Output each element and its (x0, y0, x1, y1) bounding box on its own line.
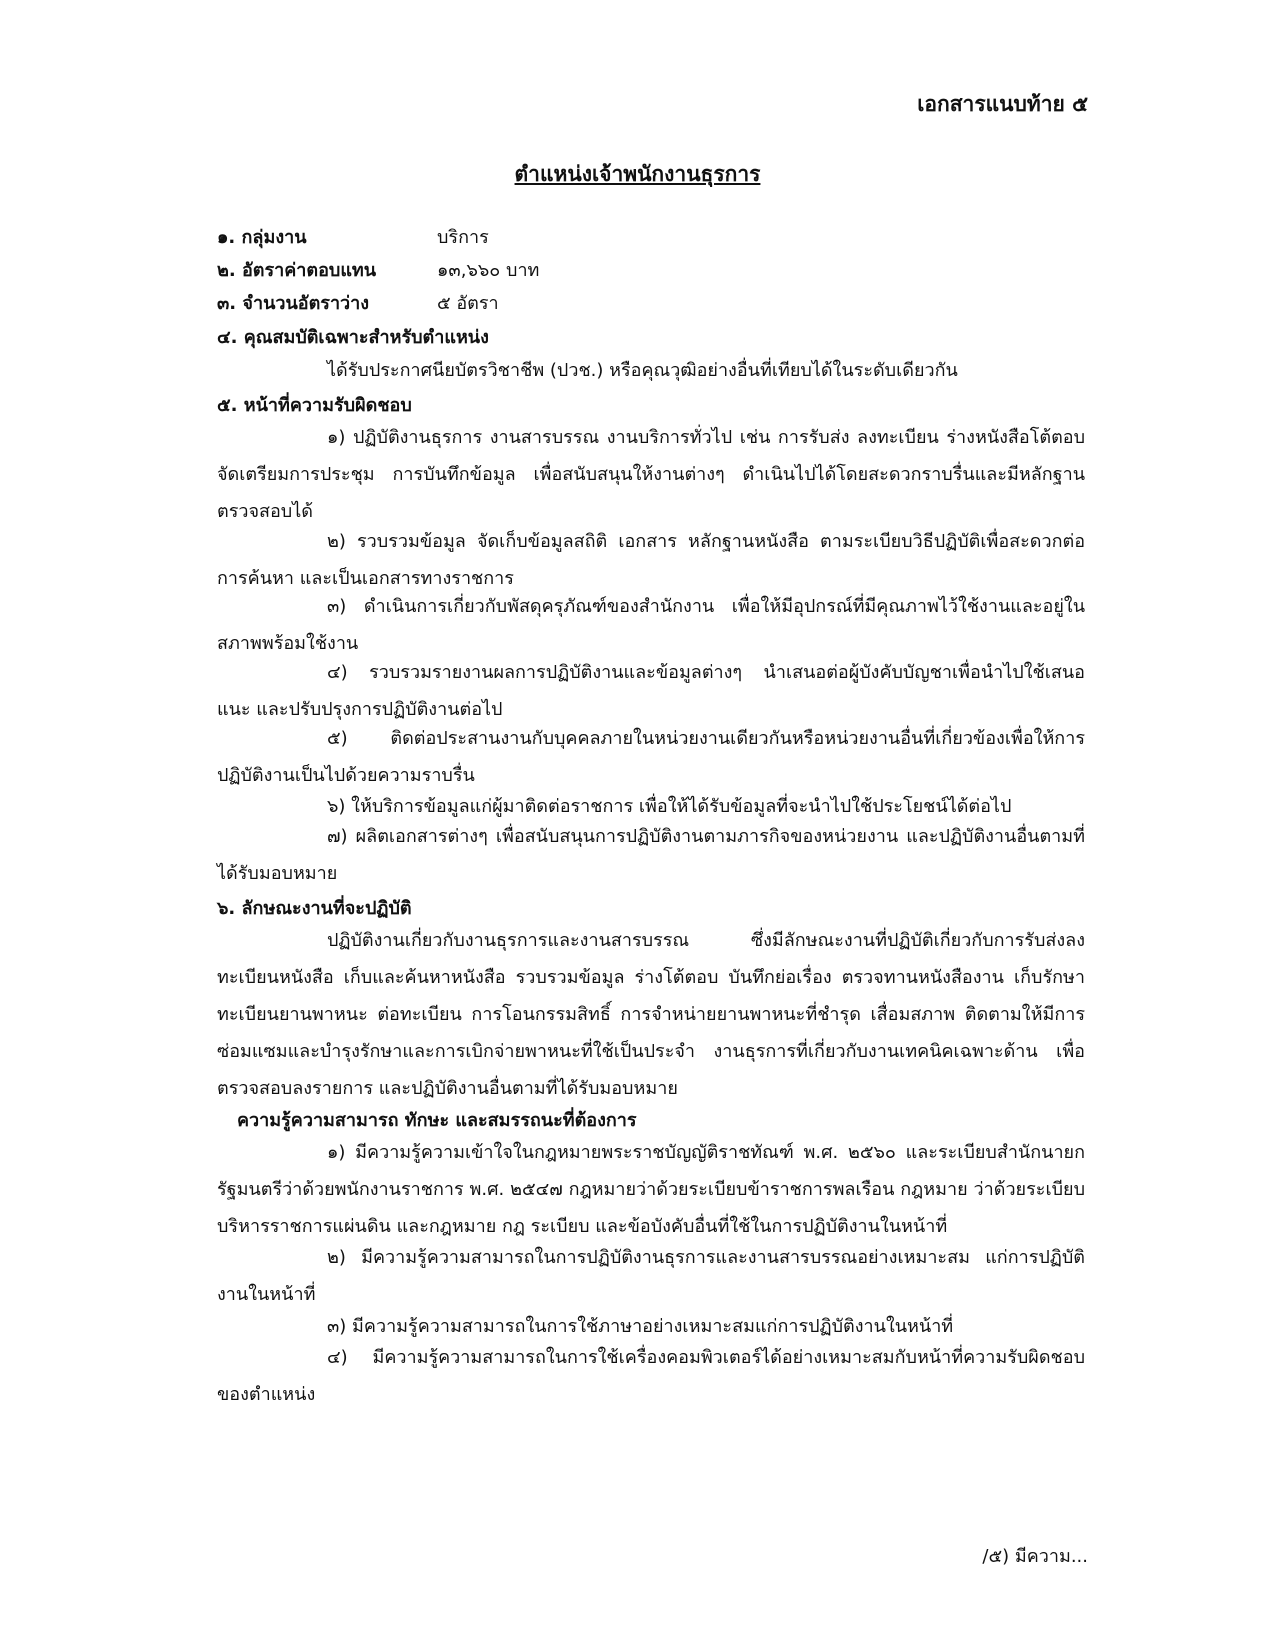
job-nature-text: ปฏิบัติงานเกี่ยวกับงานธุรการและงานสารบรรณ ซึ่งมีลักษณะงานที่ปฏิบัติเกี่ยวกับการรับส่งลงทะเบียนหนังสือ เก็บและค้นหาหนังสือ รวบรวมข้อมูล ร่างโต้ตอบ บันทึกย่อเรื่อง ตรวจทานหนังสืองาน เก็บรักษาทะเบียนยานพาหนะ ต่อทะเบียน การโอนกรรมสิทธิ์ การจำหน่ายยานพาหนะที่ชำรุด เสื่อมสภาพ ติดตามให้มีการซ่อมแซมและบำรุงรักษาและการเบิกจ่ายพาหนะที่ใช้เป็นประจำ งานธุรการที่เกี่ยวกับงานเทคนิคเฉพาะด้าน เพื่อตรวจสอบลงรายการ และปฏิบัติงานอื่นตามที่ได้รับมอบหมาย (217, 930, 1085, 1099)
duty-item-1: ๑) ปฏิบัติงานธุรการ งานสารบรรณ งานบริการทั่วไป เช่น การรับส่ง ลงทะเบียน ร่างหนังสือโต้ตอบ จัดเตรียมการประชุม การบันทึกข้อมูล เพื่อสนับสนุนให้งานต่างๆ ดำเนินไปได้โดยสะดวกราบรื่นและมีหลักฐานตรวจสอบได้ (217, 427, 1085, 522)
competency-item-1: ๑) มีความรู้ความเข้าใจในกฎหมายพระราชบัญญัติราชทัณฑ์ พ.ศ. ๒๕๖๐ และระเบียบสำนักนายกรัฐมนตรีว่าด้วยพนักงานราชการ พ.ศ. ๒๕๔๗ กฎหมายว่าด้วยระเบียบข้าราชการพลเรือน กฎหมาย ว่าด้วยระเบียบบริหารราชการแผ่นดิน และกฎหมาย กฎ ระเบียบ และข้อบังคับอื่นที่ใช้ในการปฏิบัติงานในหน้าที่ (217, 1142, 1085, 1237)
info-label-rate: ๒. อัตราค่าตอบแทน (217, 260, 377, 281)
continued-note: /๕) มีความ... (982, 1546, 1088, 1567)
attachment-label: เอกสารแนบท้าย ๕ (917, 92, 1088, 116)
info-label-group: ๑. กลุ่มงาน (217, 227, 307, 248)
info-label-vacancies: ๓. จำนวนอัตราว่าง (217, 293, 370, 314)
duty-item-4: ๔) รวบรวมรายงานผลการปฏิบัติงานและข้อมูลต่างๆ นำเสนอต่อผู้บังคับบัญชาเพื่อนำไปใช้เสนอแนะ และปรับปรุงการปฏิบัติงานต่อไป (217, 662, 1085, 720)
competency-item-4: ๔) มีความรู้ความสามารถในการใช้เครื่องคอมพิวเตอร์ได้อย่างเหมาะสมกับหน้าที่ความรับผิดชอบของตำแหน่ง (217, 1347, 1085, 1405)
section-heading-duties: ๕. หน้าที่ความรับผิดชอบ (217, 395, 412, 416)
qualification-text: ได้รับประกาศนียบัตรวิชาชีพ (ปวช.) หรือคุณวุฒิอย่างอื่นที่เทียบได้ในระดับเดียวกัน (327, 360, 958, 381)
duty-item-5: ๕) ติดต่อประสานงานกับบุคคลภายในหน่วยงานเดียวกันหรือหน่วยงานอื่นที่เกี่ยวข้องเพื่อให้การปฏิบัติงานเป็นไปด้วยความราบรื่น (217, 728, 1085, 786)
section-heading-qualification: ๔. คุณสมบัติเฉพาะสำหรับตำแหน่ง (217, 327, 489, 348)
section-heading-competency: ความรู้ความสามารถ ทักษะ และสมรรถนะที่ต้องการ (237, 1110, 637, 1131)
section-heading-job-nature: ๖. ลักษณะงานที่จะปฏิบัติ (217, 898, 412, 919)
info-value-rate: ๑๓,๖๖๐ บาท (437, 260, 540, 281)
duty-item-3: ๓) ดำเนินการเกี่ยวกับพัสดุครุภัณฑ์ของสำนักงาน เพื่อให้มีอุปกรณ์ที่มีคุณภาพไว้ใช้งานและอยู่ในสภาพพร้อมใช้งาน (217, 596, 1085, 654)
duty-item-2: ๒) รวบรวมข้อมูล จัดเก็บข้อมูลสถิติ เอกสาร หลักฐานหนังสือ ตามระเบียบวิธีปฏิบัติเพื่อสะดวกต่อการค้นหา และเป็นเอกสารทางราชการ (217, 531, 1085, 589)
competency-item-3: ๓) มีความรู้ความสามารถในการใช้ภาษาอย่างเหมาะสมแก่การปฏิบัติงานในหน้าที่ (327, 1316, 954, 1337)
info-value-group: บริการ (437, 227, 489, 248)
page-title: ตำแหน่งเจ้าพนักงานธุรการ (514, 162, 761, 186)
duty-item-6: ๖) ให้บริการข้อมูลแก่ผู้มาติดต่อราชการ เพื่อให้ได้รับข้อมูลที่จะนำไปใช้ประโยชน์ได้ต่อไป (327, 796, 1012, 817)
duty-item-7: ๗) ผลิตเอกสารต่างๆ เพื่อสนับสนุนการปฏิบัติงานตามภารกิจของหน่วยงาน และปฏิบัติงานอื่นตามที่ได้รับมอบหมาย (217, 826, 1085, 884)
info-value-vacancies: ๕ อัตรา (437, 293, 499, 314)
competency-item-2: ๒) มีความรู้ความสามารถในการปฏิบัติงานธุรการและงานสารบรรณอย่างเหมาะสม แก่การปฏิบัติงานในหน้าที่ (217, 1247, 1085, 1305)
